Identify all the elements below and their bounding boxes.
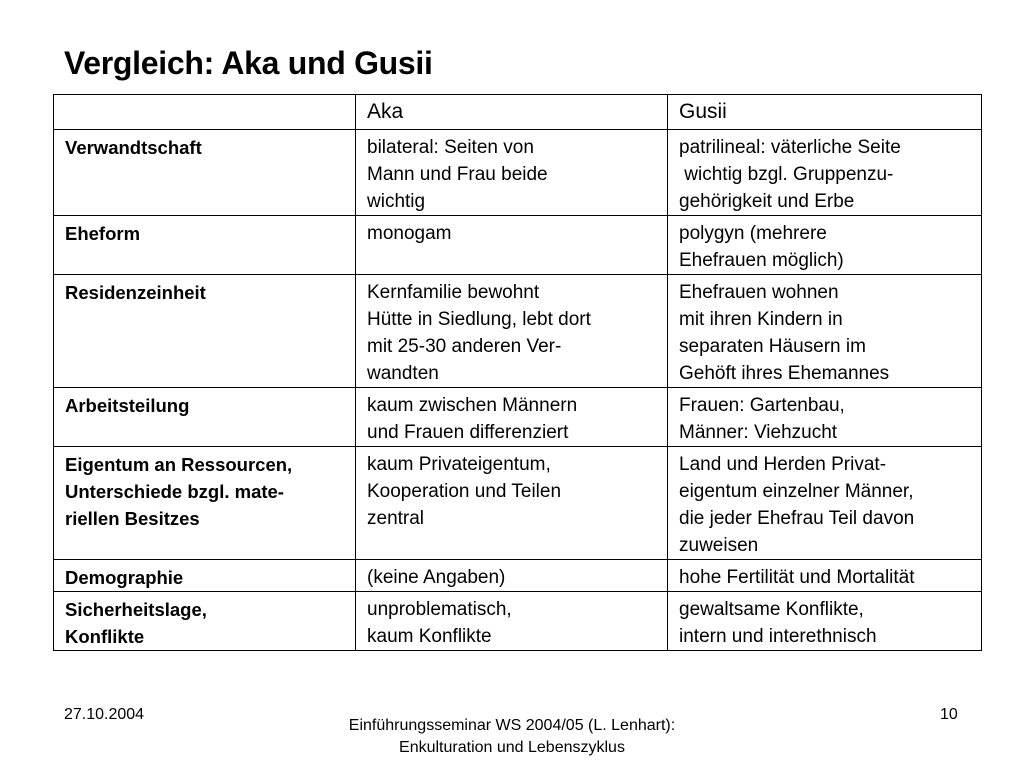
row-label-cell (54, 560, 356, 592)
cell-text-line: und Frauen differenziert (367, 422, 569, 443)
cell-text-line: riellen Besitzes (65, 508, 200, 529)
comparison-table (53, 94, 982, 651)
cell-text-line: patrilineal: väterliche Seite (679, 137, 901, 158)
cell-text-line: Konflikte (65, 626, 145, 647)
cell-text-line: bilateral: Seiten von (367, 137, 534, 158)
gusii-cell (668, 560, 982, 592)
cell-text-line: Männer: Viehzucht (679, 422, 838, 443)
gusii-cell (668, 592, 982, 651)
cell-text-line: Frauen: Gartenbau, (679, 395, 845, 416)
cell-text-line: zuweisen (679, 535, 759, 556)
cell-text-line: Demographie (65, 567, 184, 588)
footer-date: 27.10.2004 (64, 706, 145, 723)
cell-text-line: Ehefrauen möglich) (679, 250, 844, 271)
row-label-cell (54, 447, 356, 560)
cell-text-line: kaum Konflikte (367, 626, 492, 647)
aka-cell (356, 275, 668, 388)
cell-text-line: (keine Angaben) (367, 567, 506, 588)
cell-text-line: wandten (367, 363, 439, 384)
cell-text-line: wichtig (367, 191, 426, 212)
cell-text-line: Residenzeinheit (65, 282, 206, 303)
cell-text-line: unproblematisch, (367, 599, 512, 620)
table-body (54, 130, 982, 651)
table-row (54, 388, 982, 447)
table-header-row (54, 95, 982, 130)
gusii-cell (668, 275, 982, 388)
cell-text-line: zentral (367, 508, 425, 529)
table-row (54, 130, 982, 216)
header-empty (54, 95, 356, 130)
cell-text-line: die jeder Ehefrau Teil davon (679, 508, 915, 529)
cell-text-line: mit 25-30 anderen Ver- (367, 336, 562, 357)
table-row (54, 447, 982, 560)
cell-text-line: Mann und Frau beide (367, 164, 548, 185)
aka-cell (356, 216, 668, 275)
slide-title: Vergleich: Aka und Gusii (64, 45, 433, 81)
cell-text-line: polygyn (mehrere (679, 223, 827, 244)
gusii-cell (668, 447, 982, 560)
cell-text-line: Kooperation und Teilen (367, 481, 562, 502)
cell-text-line: Gehöft ihres Ehemannes (679, 363, 890, 384)
cell-text-line: Kernfamilie bewohnt (367, 282, 540, 303)
cell-text-line: mit ihren Kindern in (679, 309, 843, 330)
cell-text-line: Eigentum an Ressourcen, (65, 454, 293, 475)
table-row (54, 560, 982, 592)
cell-text-line: gewaltsame Konflikte, (679, 599, 864, 620)
aka-cell (356, 592, 668, 651)
aka-cell (356, 130, 668, 216)
cell-text-line: gehörigkeit und Erbe (679, 191, 855, 212)
gusii-cell (668, 388, 982, 447)
footer-course-line-1: Einführungsseminar WS 2004/05 (L. Lenhart): (348, 717, 676, 734)
aka-cell (356, 560, 668, 592)
footer-course-line-2: Enkulturation und Lebenszyklus (399, 739, 625, 756)
gusii-cell (668, 216, 982, 275)
cell-text-line: intern und interethnisch (679, 626, 877, 647)
aka-cell (356, 447, 668, 560)
cell-text-line: Sicherheitslage, (65, 599, 207, 620)
table-row (54, 216, 982, 275)
header-gusii: Gusii (668, 95, 982, 130)
cell-text-line: separaten Häusern im (679, 336, 866, 357)
cell-text-line: wichtig bzgl. Gruppenzu- (679, 164, 894, 185)
header-aka: Aka (356, 95, 668, 130)
row-label-cell (54, 592, 356, 651)
aka-cell (356, 388, 668, 447)
table-row (54, 592, 982, 651)
row-label-cell (54, 216, 356, 275)
cell-text-line: Land und Herden Privat- (679, 454, 887, 475)
gusii-cell (668, 130, 982, 216)
cell-text-line: kaum zwischen Männern (367, 395, 578, 416)
row-label-cell (54, 388, 356, 447)
row-label-cell (54, 130, 356, 216)
cell-text-line: hohe Fertilität und Mortalität (679, 567, 915, 588)
cell-text-line: Hütte in Siedlung, lebt dort (367, 309, 591, 330)
cell-text-line: Unterschiede bzgl. mate- (65, 481, 284, 502)
footer-course-info (0, 715, 1024, 759)
cell-text-line: monogam (367, 223, 452, 244)
cell-text-line: Eheform (65, 223, 141, 244)
row-label-cell (54, 275, 356, 388)
table-row (54, 275, 982, 388)
page-number: 10 (940, 706, 958, 723)
cell-text-line: Verwandtschaft (65, 137, 202, 158)
cell-text-line: Ehefrauen wohnen (679, 282, 839, 303)
cell-text-line: Arbeitsteilung (65, 395, 190, 416)
cell-text-line: kaum Privateigentum, (367, 454, 551, 475)
cell-text-line: eigentum einzelner Männer, (679, 481, 914, 502)
